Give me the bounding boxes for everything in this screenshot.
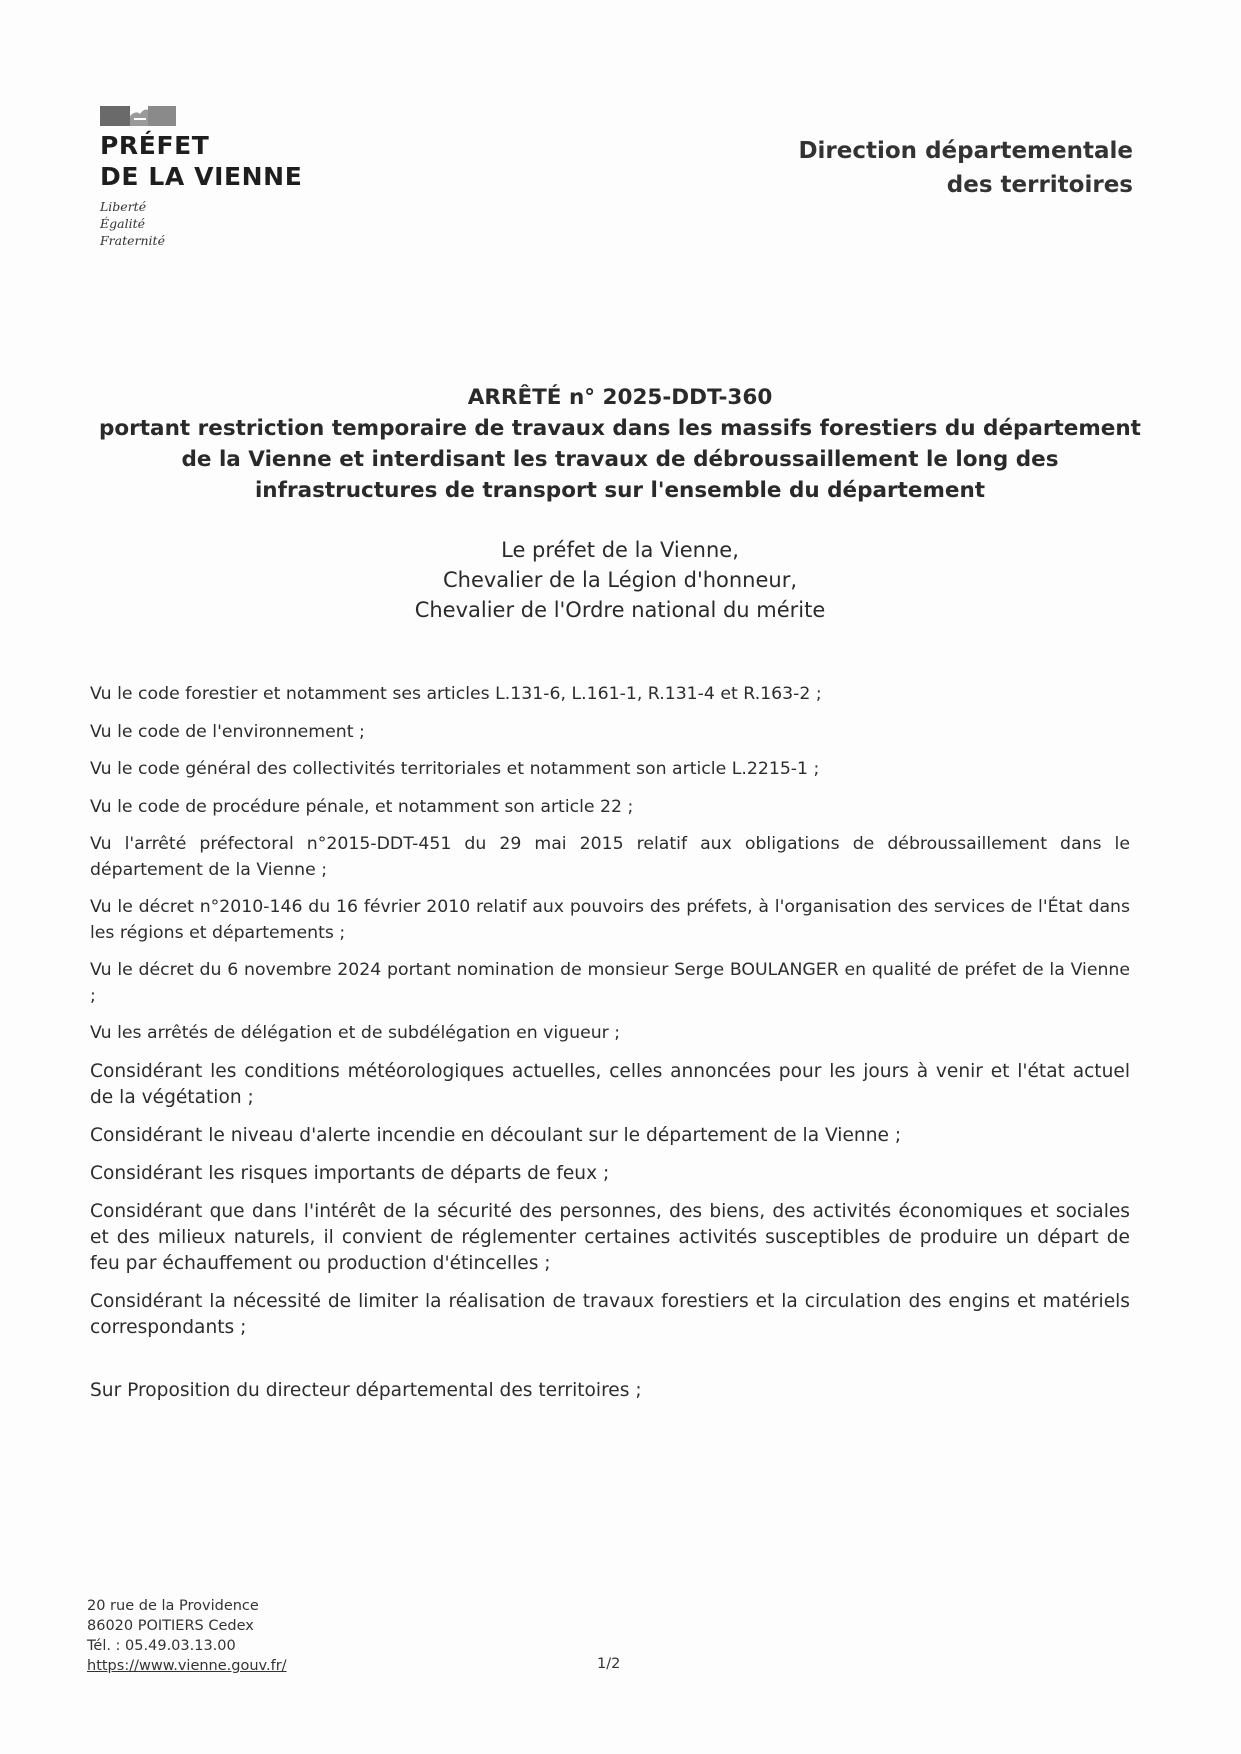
service-name-line1: Direction départementale (798, 138, 1133, 164)
prefect-identity (90, 535, 1150, 625)
footer-street: 20 rue de la Providence (87, 1598, 259, 1614)
decree-title (90, 382, 1150, 506)
prefect-line3: Chevalier de l'Ordre national du mérite (414, 598, 826, 622)
considerant-item: Considérant les conditions météorologiques actuelles, celles annoncées pour les jours à venir et l'état actuel de la végétation ; (90, 1060, 1130, 1108)
decree-subject-line3: infrastructures de transport sur l'ensemble du département (254, 478, 986, 503)
prefecture-logo-block (100, 104, 360, 249)
motto-fraternite: Fraternité (100, 233, 165, 248)
prefet-title-line2: DE LA VIENNE (100, 162, 303, 191)
visa-item: Vu le code de l'environnement ; (90, 721, 365, 742)
considerant-item: Considérant le niveau d'alerte incendie en découlant sur le département de la Vienne ; (90, 1124, 902, 1146)
proposition-line: Sur Proposition du directeur départemental des territoires ; (90, 1380, 642, 1401)
considerant-item: Considérant les risques importants de départs de feux ; (90, 1162, 610, 1184)
footer-website-link[interactable]: https://www.vienne.gouv.fr/ (87, 1658, 287, 1674)
republic-motto (100, 198, 360, 249)
legal-basis-list (90, 682, 1130, 1353)
motto-egalite: Égalité (100, 216, 145, 231)
prefet-title-line1: PRÉFET (100, 131, 210, 160)
considerant-item: Considérant la nécessité de limiter la réalisation de travaux forestiers et la circulation des engins et matériels correspondants ; (90, 1290, 1130, 1338)
visa-item: Vu l'arrêté préfectoral n°2015-DDT-451 du 29 mai 2015 relatif aux obligations de débroussaillement dans le département de la Vienne ; (90, 834, 1130, 880)
footer-address (87, 1596, 287, 1676)
prefect-line2: Chevalier de la Légion d'honneur, (442, 568, 798, 592)
considerant-item: Considérant que dans l'intérêt de la sécurité des personnes, des biens, des activités économiques et sociales et des milieux naturels, il convient de réglementer certaines activités susceptibles de produire un départ de feu par échauffement ou production d'étincelles ; (90, 1200, 1130, 1274)
visa-item: Vu le décret n°2010-146 du 16 février 2010 relatif aux pouvoirs des préfets, à l'organisation des services de l'État dans les régions et départements ; (90, 897, 1130, 943)
visa-item: Vu le décret du 6 novembre 2024 portant nomination de monsieur Serge BOULANGER en qualité de préfet de la Vienne ; (90, 960, 1130, 1006)
decree-subject-line2: de la Vienne et interdisant les travaux de débroussaillement le long des (181, 447, 1059, 472)
page-number: 1/2 (597, 1656, 621, 1672)
visa-item: Vu le code de procédure pénale, et notamment son article 22 ; (90, 796, 634, 817)
decree-subject-line1: portant restriction temporaire de travaux dans les massifs forestiers du département (99, 416, 1141, 441)
visa-item: Vu le code général des collectivités territoriales et notamment son article L.2215-1 ; (90, 759, 820, 779)
prefect-line1: Le préfet de la Vienne, (501, 538, 739, 562)
visa-item: Vu le code forestier et notamment ses articles L.131-6, L.161-1, R.131-4 et R.163-2 ; (90, 684, 822, 704)
motto-liberte: Liberté (100, 199, 147, 214)
marianne-logo-icon (100, 104, 176, 128)
service-name (693, 134, 1133, 202)
footer-phone: Tél. : 05.49.03.13.00 (87, 1638, 236, 1654)
service-name-line2: des territoires (946, 172, 1133, 198)
decree-number: ARRÊTÉ n° 2025-DDT-360 (467, 385, 773, 410)
footer-city: 86020 POITIERS Cedex (87, 1618, 254, 1634)
visa-item: Vu les arrêtés de délégation et de subdélégation en vigueur ; (90, 1023, 621, 1043)
